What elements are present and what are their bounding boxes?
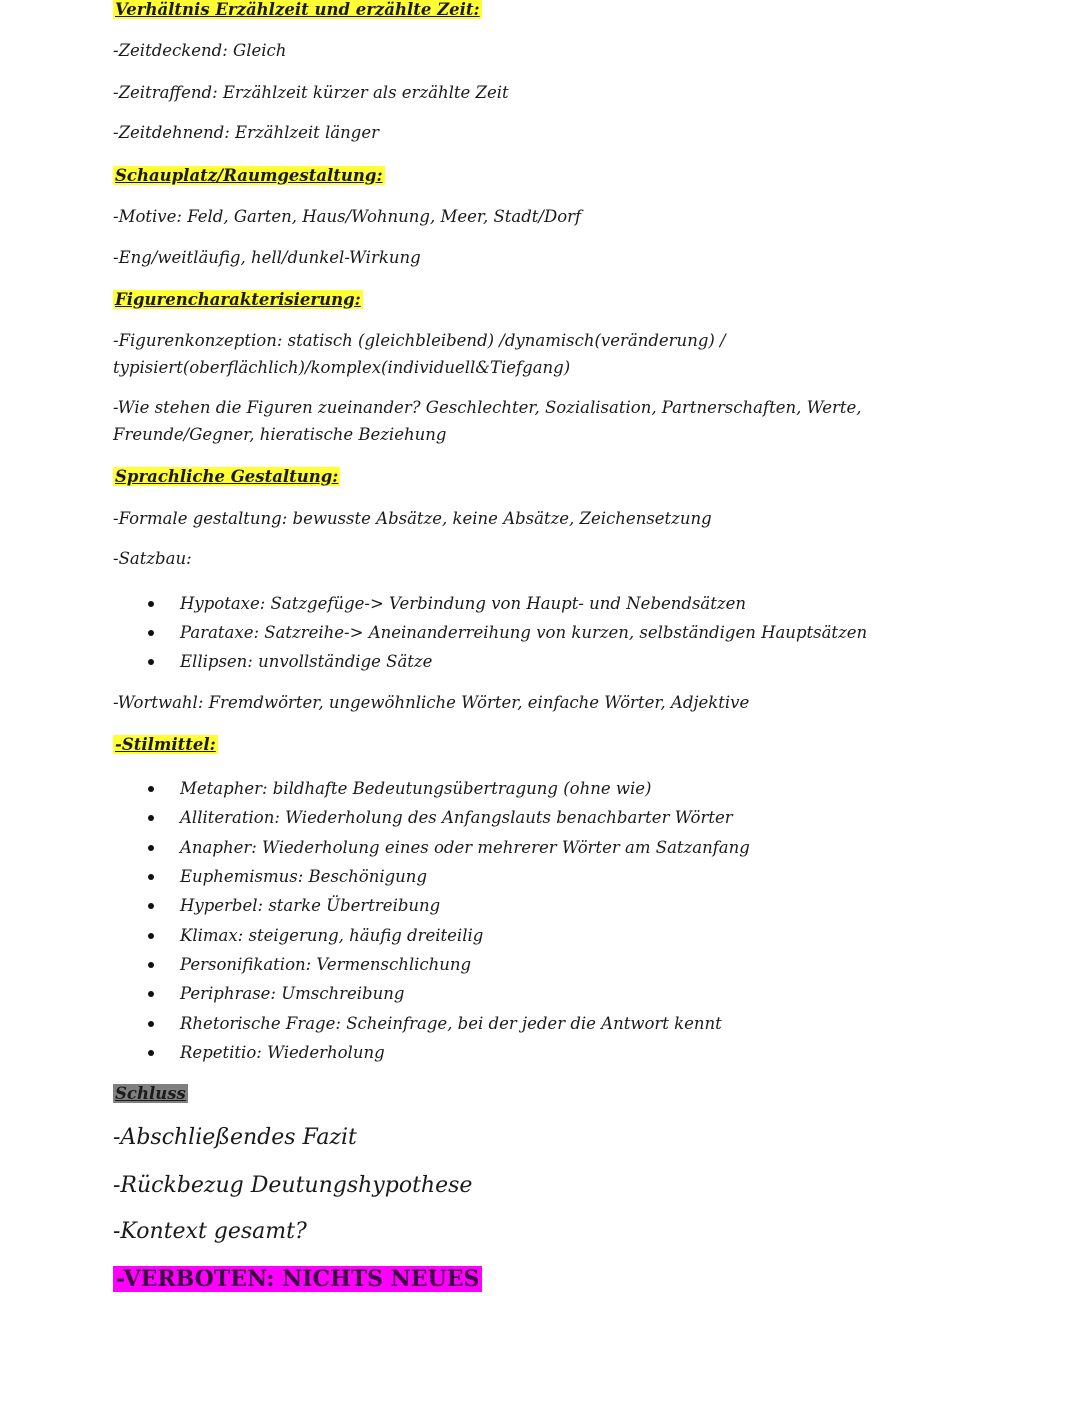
list-item-text: Hyperbel: starke Übertreibung (180, 896, 441, 915)
text-line (113, 331, 726, 351)
list-item-text: Periphrase: Umschreibung (180, 984, 405, 1003)
section-heading-text: -Stilmittel: (115, 735, 216, 754)
list-item (180, 652, 432, 672)
list-item (180, 984, 404, 1004)
text-line-content: -Motive: Feld, Garten, Haus/Wohnung, Meer, Stadt/Dorf (113, 207, 582, 226)
bullet-icon (148, 874, 154, 880)
text-line (113, 509, 712, 529)
text-line (113, 248, 421, 268)
section-heading-text: Schauplatz/Raumgestaltung: (115, 166, 383, 185)
text-line-content: -Wie stehen die Figuren zueinander? Geschlechter, Sozialisation, Partnerschaften, Werte, (113, 398, 862, 417)
list-item (180, 955, 471, 975)
section-heading-text: Verhältnis Erzählzeit und erzählte Zeit: (115, 0, 480, 19)
list-item (180, 838, 750, 858)
bullet-icon (148, 962, 154, 968)
text-line-content: -Wortwahl: Fremdwörter, ungewöhnliche Wörter, einfache Wörter, Adjektive (113, 693, 750, 712)
text-line (113, 358, 570, 378)
bullet-icon (148, 1050, 154, 1056)
conclusion-item-text: -Abschließendes Fazit (113, 1125, 357, 1150)
text-line-content: -Zeitdeckend: Gleich (113, 41, 287, 60)
section-heading (113, 166, 385, 186)
section-heading (113, 467, 340, 487)
text-line-content: typisiert(oberflächlich)/komplex(individuell&Tiefgang) (113, 358, 571, 377)
warning-line (113, 1264, 482, 1294)
list-item (180, 1014, 722, 1034)
section-heading-text: Schluss (115, 1084, 186, 1103)
section-heading-text: Figurencharakterisierung: (115, 290, 361, 309)
list-item-text: Rhetorische Frage: Scheinfrage, bei der jeder die Antwort kennt (180, 1014, 722, 1033)
bullet-icon (148, 815, 154, 821)
conclusion-item-text: -Kontext gesamt? (113, 1219, 307, 1244)
section-heading (113, 290, 363, 310)
list-item (180, 808, 733, 828)
list-item (180, 623, 867, 643)
list-item-text: Parataxe: Satzreihe-> Aneinanderreihung von kurzen, selbständigen Hauptsätzen (180, 623, 868, 642)
list-item-text: Hypotaxe: Satzgefüge-> Verbindung von Haupt- und Nebendsätzen (180, 594, 746, 613)
list-item-text: Personifikation: Vermenschlichung (180, 955, 472, 974)
conclusion-item-text: -Rückbezug Deutungshypothese (113, 1173, 473, 1198)
list-item (180, 779, 651, 799)
text-line (113, 41, 286, 61)
list-item-text: Klimax: steigerung, häufig dreiteilig (180, 926, 484, 945)
text-line (113, 425, 446, 445)
list-item-text: Metapher: bildhafte Bedeutungsübertragung (ohne wie) (180, 779, 652, 798)
bullet-icon (148, 903, 154, 909)
text-line (113, 398, 862, 418)
text-line-content: Freunde/Gegner, hieratische Beziehung (113, 425, 447, 444)
text-line (113, 83, 509, 103)
text-line (113, 123, 379, 143)
list-item (180, 896, 440, 916)
text-line-content: -Zeitraffend: Erzählzeit kürzer als erzählte Zeit (113, 83, 509, 102)
section-heading (113, 735, 218, 755)
section-heading-text: Sprachliche Gestaltung: (115, 467, 339, 486)
section-heading (113, 0, 482, 20)
text-line-content: -Eng/weitläufig, hell/dunkel-Wirkung (113, 248, 421, 267)
text-line (113, 549, 192, 569)
conclusion-item (113, 1218, 307, 1246)
conclusion-item (113, 1172, 472, 1200)
bullet-icon (148, 630, 154, 636)
text-line-content: -Figurenkonzeption: statisch (gleichbleibend) /dynamisch(veränderung) / (113, 331, 726, 350)
section-heading (113, 1084, 188, 1104)
text-line (113, 693, 749, 713)
list-item-text: Euphemismus: Beschönigung (180, 867, 428, 886)
list-item (180, 1043, 385, 1063)
list-item-text: Repetitio: Wiederholung (180, 1043, 385, 1062)
list-item (180, 867, 427, 887)
bullet-icon (148, 845, 154, 851)
bullet-icon (148, 933, 154, 939)
text-line-content: -Satzbau: (113, 549, 192, 568)
text-line-content: -Formale gestaltung: bewusste Absätze, keine Absätze, Zeichensetzung (113, 509, 712, 528)
list-item-text: Ellipsen: unvollständige Sätze (180, 652, 433, 671)
text-line-content: -Zeitdehnend: Erzählzeit länger (113, 123, 379, 142)
bullet-icon (148, 659, 154, 665)
warning-text: -VERBOTEN: NICHTS NEUES (113, 1266, 482, 1292)
bullet-icon (148, 601, 154, 607)
list-item-text: Alliteration: Wiederholung des Anfangslauts benachbarter Wörter (180, 808, 733, 827)
list-item (180, 926, 483, 946)
bullet-icon (148, 991, 154, 997)
text-line (113, 207, 581, 227)
list-item (180, 594, 746, 614)
bullet-icon (148, 1021, 154, 1027)
conclusion-item (113, 1124, 357, 1152)
list-item-text: Anapher: Wiederholung eines oder mehrerer Wörter am Satzanfang (180, 838, 750, 857)
bullet-icon (148, 786, 154, 792)
